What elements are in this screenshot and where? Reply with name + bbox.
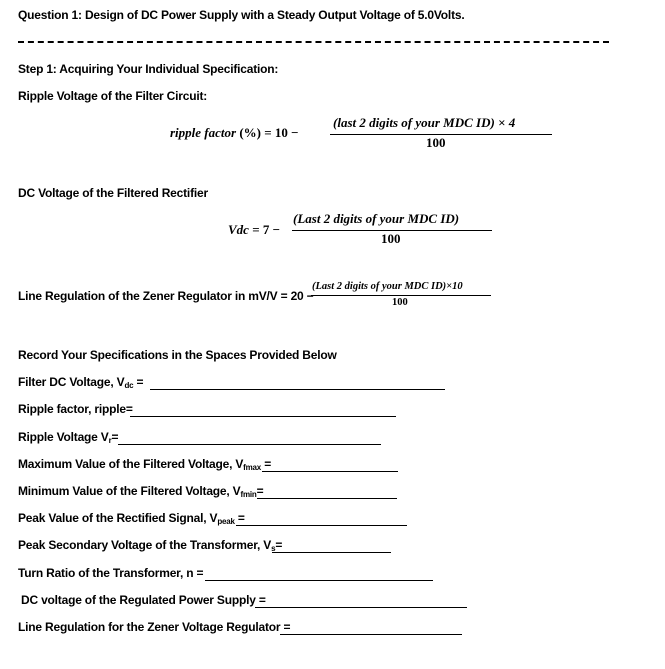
field-blank-line-10[interactable] [280, 634, 462, 635]
field-label-1: Filter DC Voltage, $V_{dc}$ = [18, 375, 144, 390]
field-blank-line-6[interactable] [236, 525, 407, 526]
question-title: Question 1: Design of DC Power Supply with a Steady Output Voltage of 5.0Volts. [18, 8, 465, 22]
field-blank-line-4[interactable] [262, 471, 398, 472]
eq3-label: Line Regulation of the Zener Regulator in mV/V = 20 − [18, 289, 314, 303]
step1-heading: Step 1: Acquiring Your Individual Specification: [18, 62, 279, 76]
field-label-4: Maximum Value of the Filtered Voltage, $V_{fmax}$ = [18, 457, 272, 472]
eq1-numerator: (last 2 digits of your MDC ID) × 4 [333, 115, 516, 130]
eq1-denominator: 100 [426, 135, 446, 150]
field-label-5: Minimum Value of the Filtered Voltage, $V_{fmin}=$ [18, 484, 264, 499]
field-label-6: Peak Value of the Rectified Signal, $V_{peak}$ = [18, 511, 245, 526]
field-blank-line-3[interactable] [118, 444, 381, 445]
field-blank-line-8[interactable] [205, 580, 433, 581]
field-blank-line-2[interactable] [130, 416, 396, 417]
eq2-lhs-rest: = 7 − [248, 222, 281, 237]
eq2-lhs [228, 222, 280, 238]
field-blank-line-7[interactable] [272, 552, 391, 553]
eq2-lhs-var: Vdc [228, 222, 249, 237]
eq1-lhs [170, 125, 299, 141]
dashed-divider [18, 41, 609, 43]
eq3-denominator: 100 [392, 297, 408, 308]
eq2-numerator: (Last 2 digits of your MDC ID) [293, 211, 460, 226]
eq2-denominator: 100 [381, 231, 401, 246]
field-label-2: Ripple factor, ripple= [18, 402, 133, 416]
eq1-lhs-var: ripple factor [170, 125, 237, 140]
ripple-heading: Ripple Voltage of the Filter Circuit: [18, 89, 208, 103]
field-blank-line-9[interactable] [255, 607, 467, 608]
field-label-9: DC voltage of the Regulated Power Supply = [21, 593, 266, 607]
field-label-3: Ripple Voltage $V_r=$ [18, 430, 119, 445]
field-blank-line-5[interactable] [257, 498, 397, 499]
eq3-fraction-bar [311, 295, 491, 296]
field-blank-line-1[interactable] [150, 389, 445, 390]
eq3-numerator: (Last 2 digits of your MDC ID)×10 [312, 281, 463, 292]
field-label-10: Line Regulation for the Zener Voltage Regulator = [18, 620, 291, 634]
dc-heading: DC Voltage of the Filtered Rectifier [18, 186, 208, 200]
field-label-8: Turn Ratio of the Transformer, n = [18, 566, 204, 580]
field-label-7: Peak Secondary Voltage of the Transformer, $V_s=$ [18, 538, 283, 553]
eq1-lhs-rest: (%) = 10 − [236, 125, 299, 140]
record-heading: Record Your Specifications in the Spaces Provided Below [18, 348, 337, 362]
